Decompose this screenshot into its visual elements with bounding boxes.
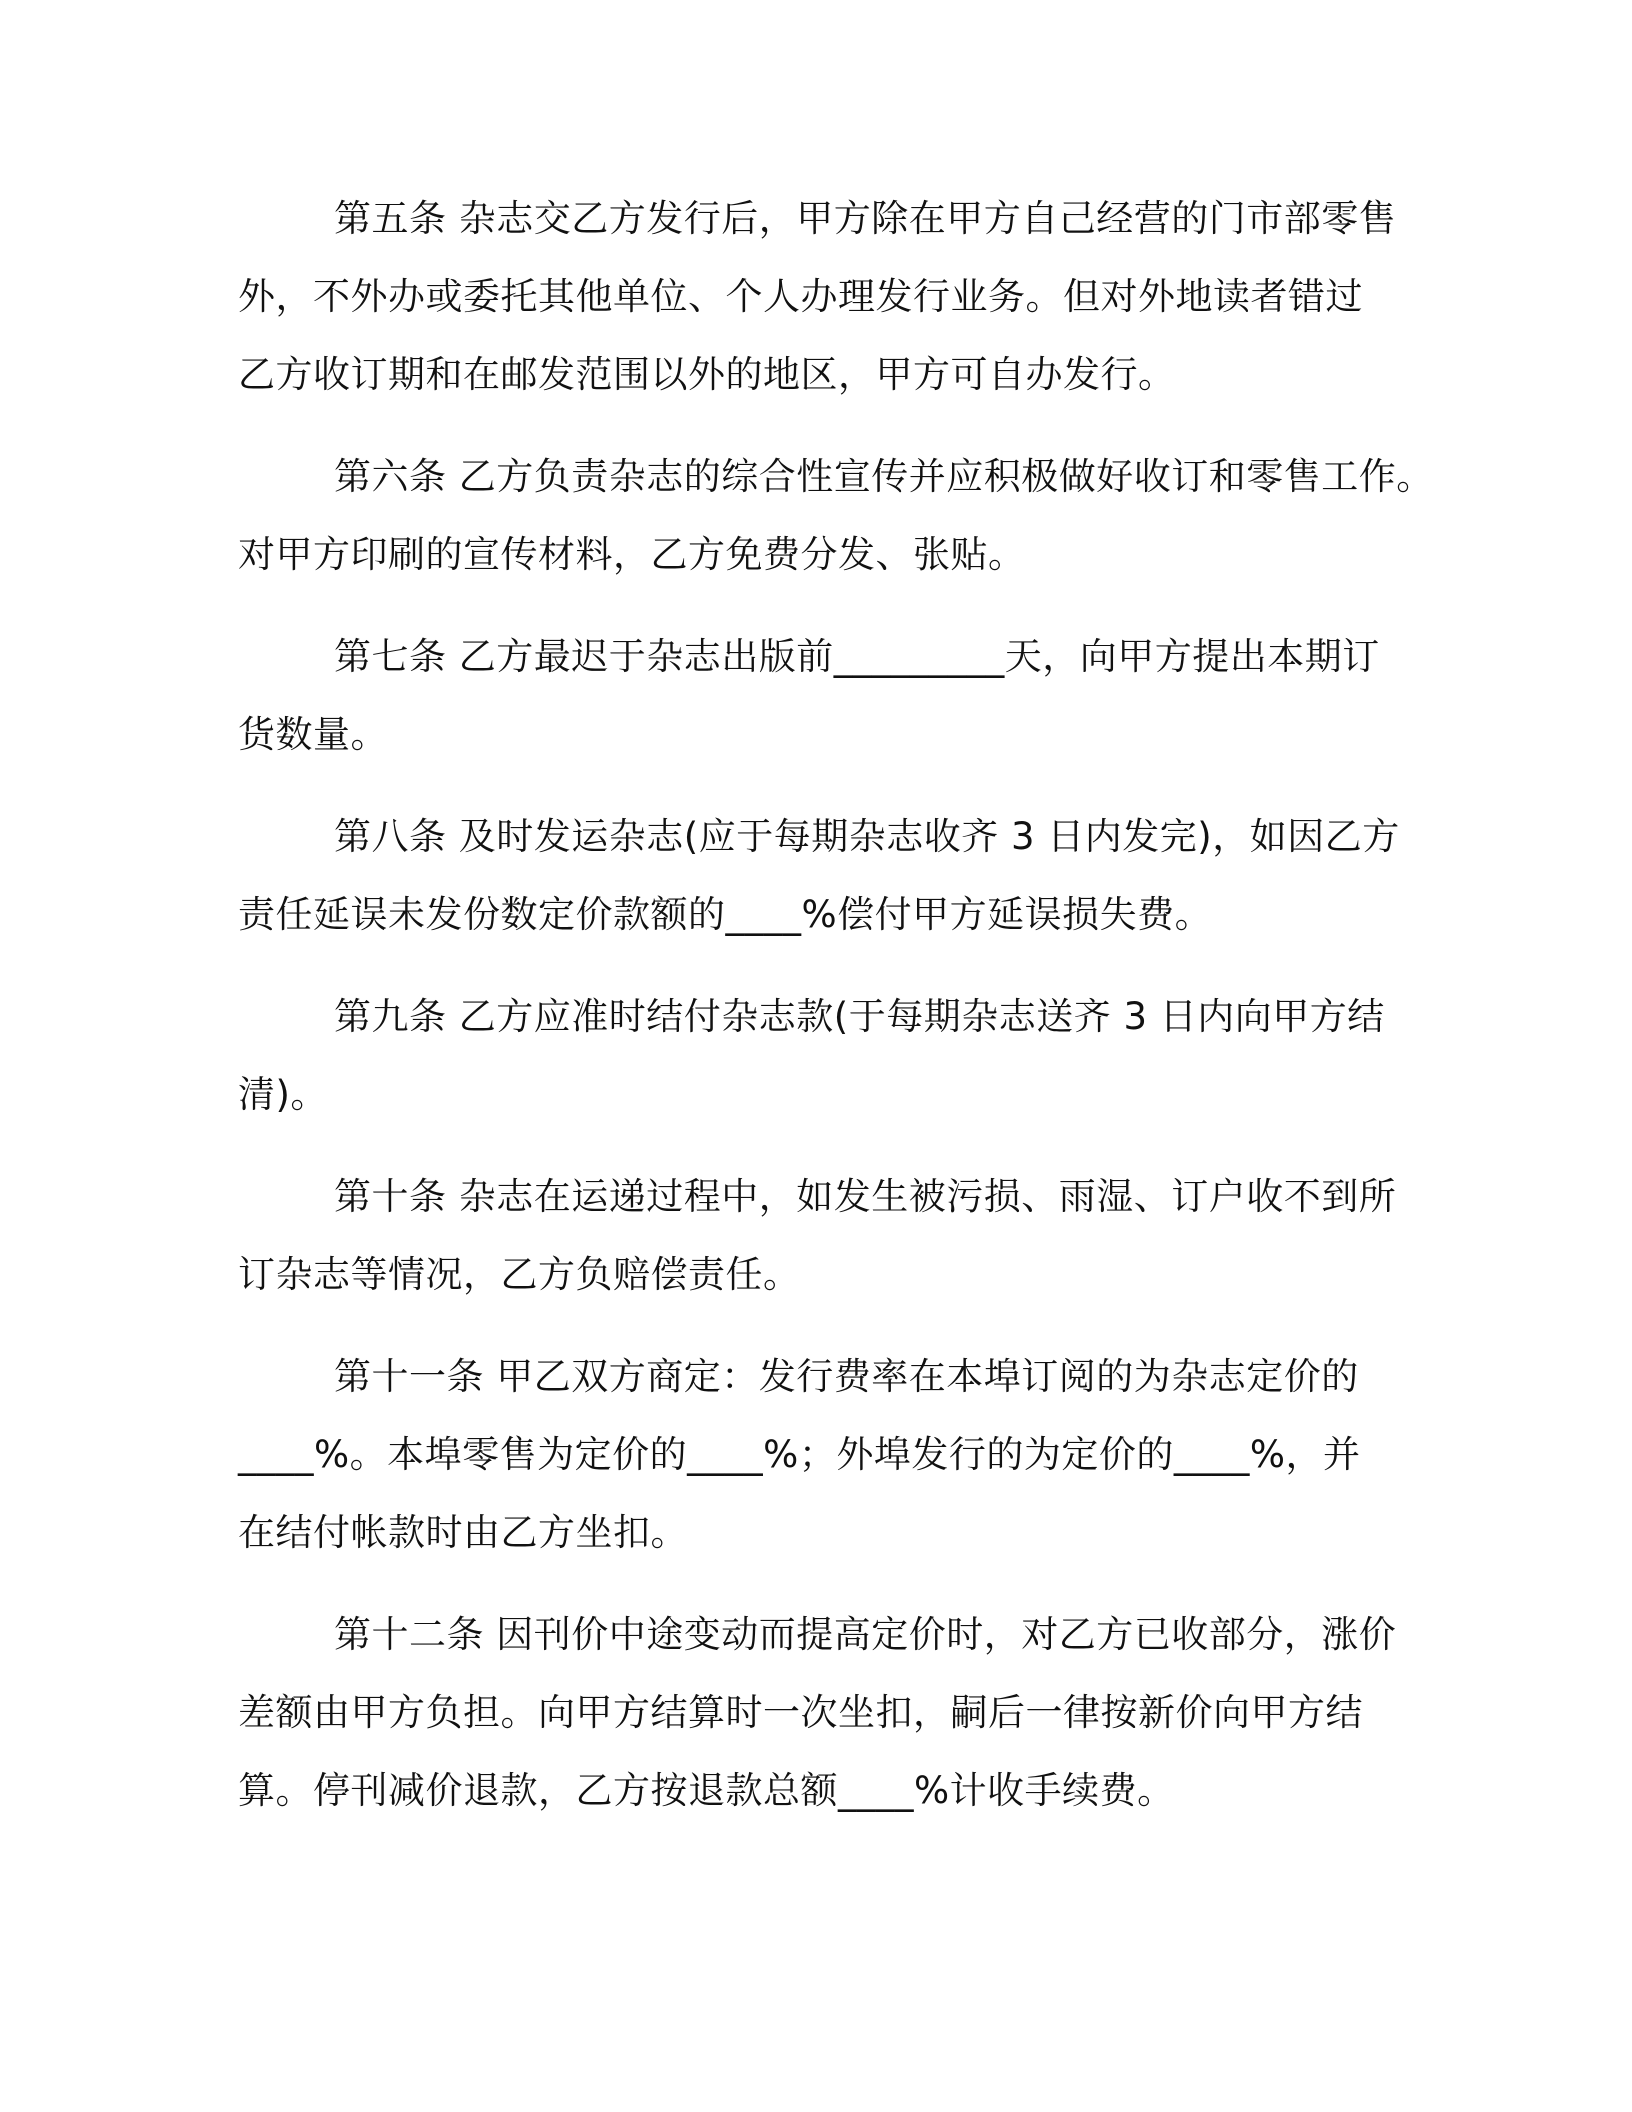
paragraph-line: 订杂志等情况，乙方负赔偿责任。 xyxy=(238,1253,801,1296)
paragraph-line: 乙方收订期和在邮发范围以外的地区，甲方可自办发行。 xyxy=(238,353,1176,396)
article-6-paragraph xyxy=(238,438,1434,594)
paragraph-line: 第八条 及时发运杂志(应于每期杂志收齐 3 日内发完)，如因乙方 xyxy=(334,815,1400,858)
paragraph-line: ____%。本埠零售为定价的____%；外埠发行的为定价的____%，并 xyxy=(238,1433,1361,1476)
paragraph-line: 责任延误未发份数定价款额的____%偿付甲方延误损失费。 xyxy=(238,893,1213,936)
paragraph-line: 第十一条 甲乙双方商定：发行费率在本埠订阅的为杂志定价的 xyxy=(334,1355,1359,1398)
paragraph-line: 第五条 杂志交乙方发行后，甲方除在甲方自己经营的门市部零售 xyxy=(334,197,1397,240)
paragraph-line: 第十二条 因刊价中途变动而提高定价时，对乙方已收部分，涨价 xyxy=(334,1613,1397,1656)
paragraph-line: 第六条 乙方负责杂志的综合性宣传并应积极做好收订和零售工作。 xyxy=(334,455,1434,498)
article-8-paragraph xyxy=(238,798,1398,954)
article-5-paragraph xyxy=(238,180,1398,414)
paragraph-line: 第七条 乙方最迟于杂志出版前_________天，向甲方提出本期订 xyxy=(334,635,1380,678)
paragraph-line: 对甲方印刷的宣传材料，乙方免费分发、张贴。 xyxy=(238,533,1026,576)
article-12-paragraph xyxy=(238,1596,1398,1830)
article-9-paragraph xyxy=(238,978,1398,1134)
document-body xyxy=(238,180,1434,1830)
article-11-paragraph xyxy=(238,1338,1398,1572)
paragraph-line: 货数量。 xyxy=(238,713,388,756)
paragraph-line: 第十条 杂志在运递过程中，如发生被污损、雨湿、订户收不到所 xyxy=(334,1175,1397,1218)
paragraph-line: 差额由甲方负担。向甲方结算时一次坐扣，嗣后一律按新价向甲方结 xyxy=(238,1691,1363,1734)
paragraph-line: 算。停刊减价退款，乙方按退款总额____%计收手续费。 xyxy=(238,1769,1175,1812)
paragraph-line: 第九条 乙方应准时结付杂志款(于每期杂志送齐 3 日内向甲方结 xyxy=(334,995,1385,1038)
article-10-paragraph xyxy=(238,1158,1398,1314)
paragraph-line: 清)。 xyxy=(238,1073,328,1116)
paragraph-line: 在结付帐款时由乙方坐扣。 xyxy=(238,1511,688,1554)
paragraph-line: 外，不外办或委托其他单位、个人办理发行业务。但对外地读者错过 xyxy=(238,275,1363,318)
article-7-paragraph xyxy=(238,618,1398,774)
